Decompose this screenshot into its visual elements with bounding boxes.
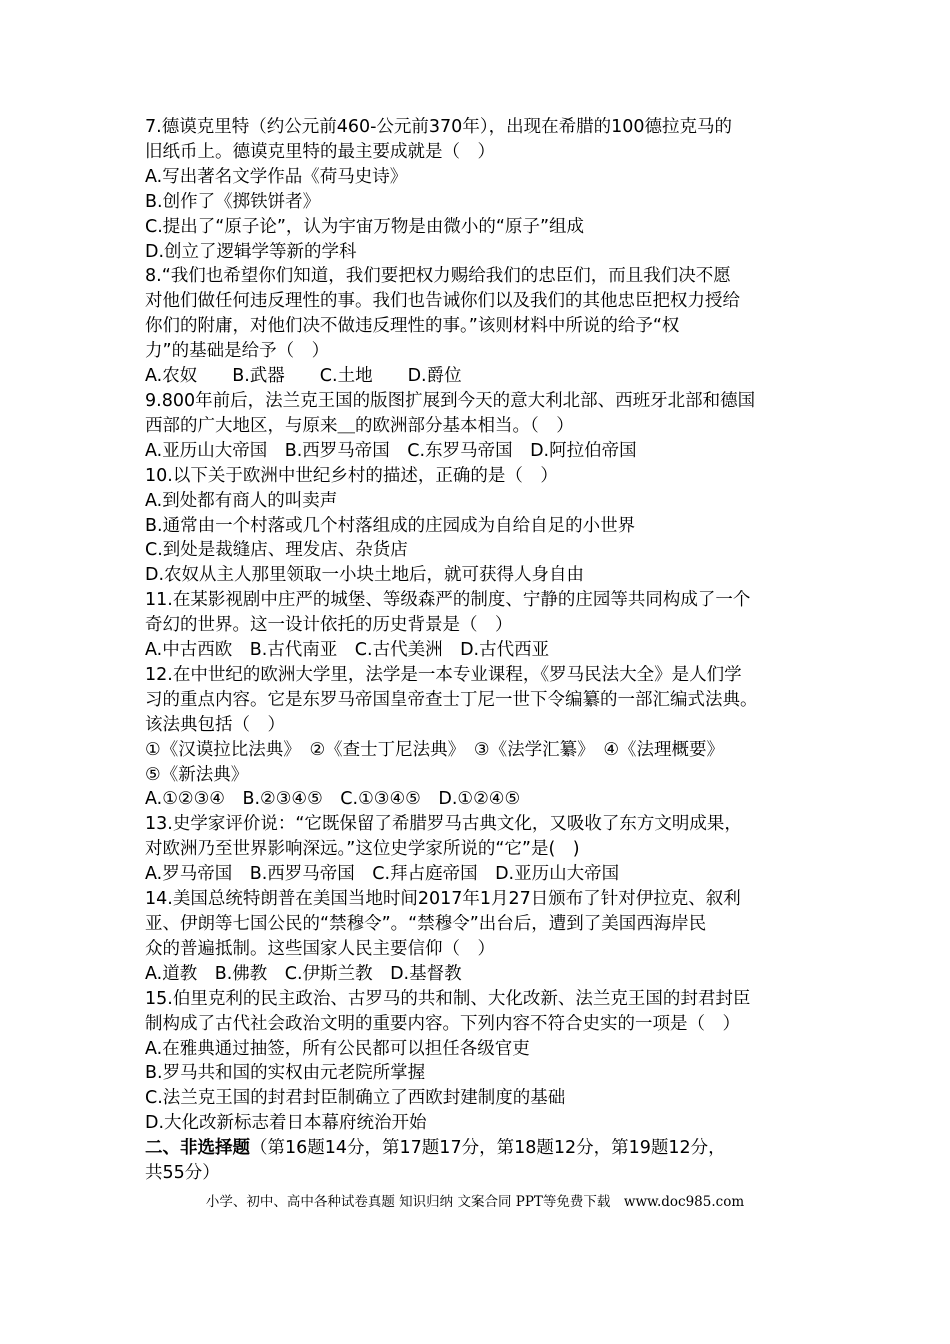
option-c: C.提出了“原子论”，认为宇宙万物是由微小的“原子”组成 — [145, 216, 585, 237]
numbered-items: ⑤《新法典》 — [145, 764, 249, 785]
options-line: A.中古西欧 B.古代南亚 C.古代美洲 D.古代西亚 — [145, 640, 550, 661]
options-line: A.①②③④ B.②③④⑤ C.①③④⑤ D.①②④⑤ — [145, 789, 521, 810]
options-line: A.亚历山大帝国 B.西罗马帝国 C.东罗马帝国 D.阿拉伯帝国 — [145, 440, 637, 461]
question-stem: 制构成了古代社会政治文明的重要内容。下列内容不符合史实的一项是（ ） — [145, 1013, 740, 1034]
question-stem: 亚、伊朗等七国公民的“禁穆令”。“禁穆令”出台后，遭到了美国西海岸民 — [145, 914, 707, 934]
question-14 — [145, 887, 810, 987]
page-footer: 小学、初中、高中各种试卷真题 知识归纳 文案合同 PPT等免费下载 www.doc985.com — [205, 1194, 745, 1210]
question-stem: 15.伯里克利的民主政治、古罗马的共和制、大化改新、法兰克王国的封君封臣 — [145, 988, 751, 1009]
option-d: D.农奴从主人那里领取一小块土地后，就可获得人身自由 — [145, 565, 585, 586]
option-c: C.到处是裁缝店、理发店、杂货店 — [145, 540, 408, 561]
question-stem: 7.德谟克里特（约公元前460-公元前370年），出现在希腊的100德拉克马的 — [145, 117, 732, 137]
question-stem: 西部的广大地区，与原来＿的欧洲部分基本相当。（ ） — [145, 415, 574, 436]
question-7 — [145, 115, 810, 264]
options-line: A.道教 B.佛教 C.伊斯兰教 D.基督教 — [145, 963, 462, 984]
question-stem: 9.800年前后，法兰克王国的版图扩展到今天的意大利北部、西班牙北部和德国 — [145, 390, 756, 411]
numbered-items: ①《汉谟拉比法典》 ②《查士丁尼法典》 ③《法学汇纂》 ④《法理概要》 — [145, 739, 725, 760]
question-15 — [145, 987, 810, 1136]
options-line: A.罗马帝国 B.西罗马帝国 C.拜占庭帝国 D.亚历山大帝国 — [145, 864, 620, 885]
question-stem: 对他们做任何违反理性的事。我们也告诫你们以及我们的其他忠臣把权力授给 — [145, 291, 740, 312]
option-a: A.到处都有商人的叫卖声 — [145, 490, 338, 511]
question-stem: 11.在某影视剧中庄严的城堡、等级森严的制度、宁静的庄园等共同构成了一个 — [145, 590, 751, 611]
question-stem: 13.史学家评价说：“它既保留了希腊罗马古典文化，又吸收了东方文明成果， — [145, 814, 742, 835]
question-stem: 众的普遍抵制。这些国家人民主要信仰（ ） — [145, 938, 495, 959]
question-stem: 旧纸币上。德谟克里特的最主要成就是（ ） — [145, 141, 495, 162]
option-b: B.创作了《掷铁饼者》 — [145, 191, 321, 212]
option-b: B.罗马共和国的实权由元老院所掌握 — [145, 1063, 426, 1084]
question-10 — [145, 464, 810, 589]
option-c: C.法兰克王国的封君封臣制确立了西欧封建制度的基础 — [145, 1088, 566, 1109]
question-8 — [145, 264, 810, 389]
option-a: A.写出著名文学作品《荷马史诗》 — [145, 166, 408, 187]
question-12 — [145, 663, 810, 812]
question-stem: 你们的附庸，对他们决不做违反理性的事。”该则材料中所说的给予“权 — [145, 316, 680, 337]
question-stem: 奇幻的世界。这一设计依托的历史背景是（ ） — [145, 615, 513, 636]
option-d: D.大化改新标志着日本幕府统治开始 — [145, 1113, 427, 1134]
option-a: A.在雅典通过抽签，所有公民都可以担任各级官吏 — [145, 1038, 530, 1059]
question-stem: 8.“我们也希望你们知道，我们要把权力赐给我们的忠臣们，而且我们决不愿 — [145, 266, 731, 287]
section-heading-line — [145, 1136, 810, 1161]
question-stem: 该法典包括（ ） — [145, 714, 285, 735]
options-line: A.农奴 B.武器 C.土地 D.爵位 — [145, 366, 462, 387]
question-stem: 力”的基础是给予（ ） — [145, 341, 330, 362]
section-score-note: 共55分） — [145, 1163, 220, 1184]
question-stem: 对欧洲乃至世界影响深远。”这位史学家所说的“它”是( ) — [145, 839, 580, 860]
question-9 — [145, 389, 810, 464]
question-13 — [145, 812, 810, 887]
option-d: D.创立了逻辑学等新的学科 — [145, 241, 357, 262]
question-stem: 10.以下关于欧洲中世纪乡村的描述，正确的是（ ） — [145, 465, 558, 486]
section-score-note: （第16题14分，第17题17分，第18题12分，第19题12分， — [250, 1138, 726, 1159]
section-title: 二、非选择题 — [145, 1138, 250, 1159]
question-stem: 14.美国总统特朗普在美国当地时间2017年1月27日颁布了针对伊拉克、叙利 — [145, 889, 741, 910]
question-11 — [145, 588, 810, 663]
section-2-header — [145, 1136, 810, 1186]
option-b: B.通常由一个村落或几个村落组成的庄园成为自给自足的小世界 — [145, 515, 636, 536]
exam-page — [145, 115, 810, 1186]
question-stem: 12.在中世纪的欧洲大学里，法学是一本专业课程，《罗马民法大全》是人们学 — [145, 664, 742, 685]
question-stem: 习的重点内容。它是东罗马帝国皇帝查士丁尼一世下令编纂的一部汇编式法典。 — [145, 689, 758, 710]
